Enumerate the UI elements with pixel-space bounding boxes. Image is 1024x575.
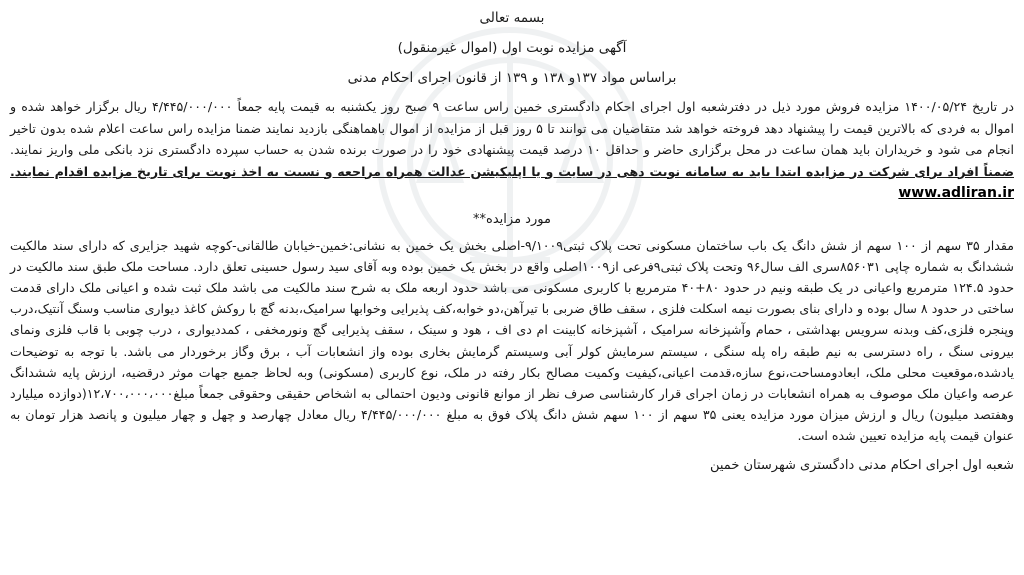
basmala: بسمه تعالی bbox=[479, 10, 545, 26]
website-link[interactable]: www.adliran.ir bbox=[898, 185, 1014, 201]
registration-note: ضمناً افراد برای شرکت در مزایده ابتدا باید به سامانه نوبت دهی در سایت و یا اپلیکیشن عدالت همراه مراجعه و نسبت به اخذ نوبت برای تاریخ مزایده اقدام نمایند. bbox=[10, 163, 1014, 179]
legal-basis: براساس مواد ۱۳۷و ۱۳۸ و ۱۳۹ از قانون اجرای احکام مدنی bbox=[347, 70, 677, 86]
notice-title: آگهی مزایده نوبت اول (اموال غیرمنقول) bbox=[397, 40, 627, 56]
intro-text: در تاریخ ۱۴۰۰/۰۵/۲۴ مزایده فروش مورد ذیل در دفترشعبه اول اجرای احکام دادگستری خمین راس ساعت ۹ صبح روز یکشنبه به قیمت پایه جمعاً ۴/۴۴۵/۰۰۰/۰۰۰ ریال برگزار خواهد شده و اموال به فردی که بالاترین قیمت را پیشنهاد دهد فروخته خواهد شد متقاضیان می توانند تا ۵ روز قبل از مزایده از اموال باهماهنگی بازدید نمایند ضمنا مزایده راس ساعت اعلام شده بدون تاخیر انجام می شود و خریداران باید همان ساعت در محل برگزاری حاضر و حداقل ۱۰ درصد قیمت پیشنهادی خود را در صورت برنده شدن به حساب سپرده دادگستری نزد بانکی ملی واریز نمایند. bbox=[10, 99, 1015, 157]
issuing-branch-signature: شعبه اول اجرای احکام مدنی دادگستری شهرستان خمین bbox=[709, 457, 1014, 473]
intro-paragraph bbox=[10, 96, 1014, 205]
auction-item-heading: مورد مزایده** bbox=[473, 211, 551, 227]
property-description: مقدار ۳۵ سهم از ۱۰۰ سهم از شش دانگ یک باب ساختمان مسکونی تحت پلاک ثبتی۹/۱۰۰۹-اصلی بخش یک خمین به نشانی:خمین-خیابان طالقانی-کوچه شهید جزایری که دارای سند مالکیت ششدانگ به شماره چاپی ۸۵۶۰۳۱سری الف سال۹۶ وتحت پلاک ثبتی۹فرعی از۱۰۰۹اصلی واقع در بخش یک خمین بوده وبه آقای سید رسول حسینی تعلق دارد. مساحت ملک طبق سند مالکیت در حدود ۱۲۴.۵ مترمربع واعیانی در یک طبقه ونیم در حدود ۸۰+۴۰ مترمربع با کاربری مسکونی می باشد حدود اربعه ملک به شرح سند مالکیت می باشد ملک ثبت شده و اعیانی ملک دارای قدمت ساختی در حدود ۸ سال بوده و دارای بنای بصورت نیمه اسکلت فلزی ، سقف طاق ضربی با تیرآهن،دو خوابه،کف پذیرایی وخوابها سرامیک،بدنه گچ با روکش کاغذ دیواری مناسب وسنگ آنتیک،درب وپنجره فلزی،کف وبدنه سرویس بهداشتی ، حمام وآشپزخانه سرامیک ، آشپزخانه کابینت ام دی اف ، هود و سینک ، سقف پذیرایی گچ ونورمخفی ، کمددیواری ، درب چوبی با قاب فلزی ونمای بیرونی سنگ ، راه دسترسی به نیم طبقه راه پله سنگی ، سیستم سرمایش کولر آبی وسیستم گرمایش بخاری بوده واز انشعابات آب ، برق وگاز برخوردار می باشد. با توجه به توضیحات یادشده،موقعیت محلی ملک، ابعادومساحت،نوع سازه،قدمت اعیانی،کیفیت وکمیت مصالح بکار رفته در ملک، نوع کاربری (مسکونی) وبه لحاظ جمیع جهات موثر درقضیه، ارزش پایه ششدانگ عرصه واعیان ملک موصوف به همراه انشعابات در زمان اجرای قرار کارشناسی صرف نظر از موانع قانونی ودیون احتمالی به اشخاص حقیقی وحقوقی جمعاً مبلغ۱۲،۷۰۰،۰۰۰،۰۰۰(دوازده میلیارد وهفتصد میلیون) ریال و ارزش میزان مورد مزایده یعنی ۳۵ سهم از ۱۰۰ سهم شش دانگ پلاک فوق به مبلغ ۴/۴۴۵/۰۰۰/۰۰۰ ریال معادل چهارصد و چهل و چهار میلیون و پانصد هزار تومان به عنوان قیمت پایه مزایده تعیین شده است. bbox=[10, 237, 1015, 444]
